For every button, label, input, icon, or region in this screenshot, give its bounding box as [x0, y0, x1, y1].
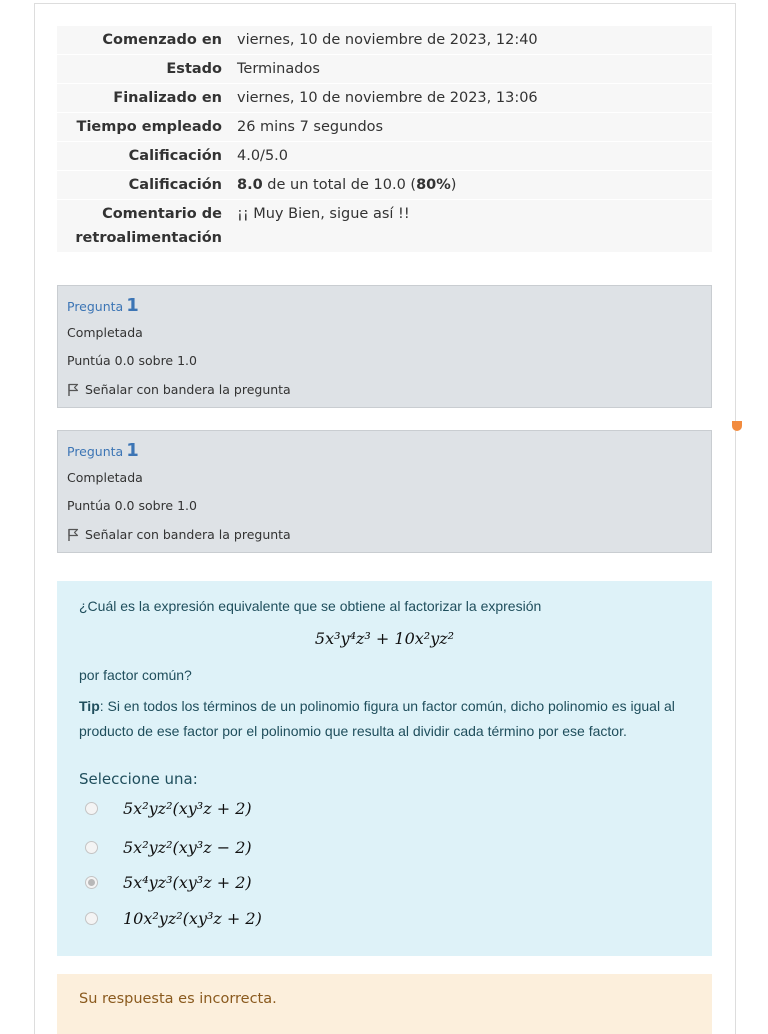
summary-row-marks: [57, 142, 712, 171]
question-state: Completada: [67, 325, 143, 340]
question-grade: Puntúa 0.0 sobre 1.0: [67, 353, 197, 368]
summary-label: Finalizado en: [57, 84, 229, 113]
answer-feedback: [57, 974, 712, 1034]
radio-button[interactable]: [85, 841, 98, 854]
summary-value: ¡¡ Muy Bien, sigue así !!: [229, 200, 712, 253]
question-tip: [79, 694, 699, 744]
grade-value: 8.0: [237, 177, 263, 193]
answer-option[interactable]: [85, 838, 252, 857]
radio-button-checked[interactable]: [85, 876, 98, 889]
flag-question-label: Señalar con bandera la pregunta: [85, 382, 291, 397]
grade-percent: 80%: [416, 177, 451, 193]
summary-label: Calificación: [57, 142, 229, 171]
question-expression: 5x³y⁴z³ + 10x²yz²: [314, 629, 455, 648]
summary-value: viernes, 10 de noviembre de 2023, 13:06: [229, 84, 712, 113]
grade-close: ): [450, 177, 457, 193]
question-prefix: Pregunta: [67, 444, 124, 459]
summary-value: 26 mins 7 segundos: [229, 113, 712, 142]
flag-question-link[interactable]: [67, 527, 291, 542]
summary-label: Comenzado en: [57, 26, 229, 55]
flag-icon: [67, 383, 79, 397]
grade-total: de un total de 10.0 (: [262, 177, 417, 193]
question-state: Completada: [67, 470, 143, 485]
flag-question-link[interactable]: [67, 382, 291, 397]
summary-row-grade: [57, 171, 712, 200]
summary-label: Estado: [57, 55, 229, 84]
tip-label: Tip: [79, 698, 100, 714]
summary-row-finished: [57, 84, 712, 113]
summary-value: Terminados: [229, 55, 712, 84]
answer-prompt: Seleccione una:: [79, 770, 198, 788]
question-prefix: Pregunta: [67, 299, 124, 314]
attempt-summary-table: [57, 26, 712, 253]
question-number-value: 1: [126, 440, 139, 461]
radio-button[interactable]: [85, 802, 98, 815]
answer-option[interactable]: [85, 799, 252, 818]
question-text-end: por factor común?: [79, 667, 192, 683]
summary-label: Tiempo empleado: [57, 113, 229, 142]
feedback-message: Su respuesta es incorrecta.: [79, 991, 277, 1007]
summary-row-started: [57, 26, 712, 55]
question-number-value: 1: [126, 295, 139, 316]
summary-value: 4.0/5.0: [229, 142, 712, 171]
scroll-indicator: [732, 421, 742, 431]
question-grade: Puntúa 0.0 sobre 1.0: [67, 498, 197, 513]
summary-value: [229, 171, 712, 200]
answer-label: 5x²yz²(xy³z + 2): [123, 799, 252, 818]
answer-option[interactable]: [85, 909, 262, 928]
question-text: ¿Cuál es la expresión equivalente que se obtiene al factorizar la expresión: [79, 598, 542, 614]
flag-question-label: Señalar con bandera la pregunta: [85, 527, 291, 542]
summary-row-state: [57, 55, 712, 84]
flag-icon: [67, 528, 79, 542]
question-info-box: [57, 430, 712, 553]
answer-option-selected[interactable]: [85, 873, 252, 892]
answer-label: 5x²yz²(xy³z − 2): [123, 838, 252, 857]
summary-label: Calificación: [57, 171, 229, 200]
question-number: [67, 440, 139, 461]
answer-label: 5x⁴yz³(xy³z + 2): [123, 873, 252, 892]
summary-label: Comentario de retroalimentación: [57, 200, 229, 253]
answer-label: 10x²yz²(xy³z + 2): [123, 909, 262, 928]
question-info-box: [57, 285, 712, 408]
summary-row-time-taken: [57, 113, 712, 142]
summary-value: viernes, 10 de noviembre de 2023, 12:40: [229, 26, 712, 55]
question-number: [67, 295, 139, 316]
summary-row-feedback: [57, 200, 712, 253]
tip-text: : Si en todos los términos de un polinomio figura un factor común, dicho polinomio es igual al producto de ese factor por el polinomio que resulta al dividir cada término por ese factor.: [79, 698, 675, 739]
radio-button[interactable]: [85, 912, 98, 925]
question-formulation: [57, 581, 712, 956]
